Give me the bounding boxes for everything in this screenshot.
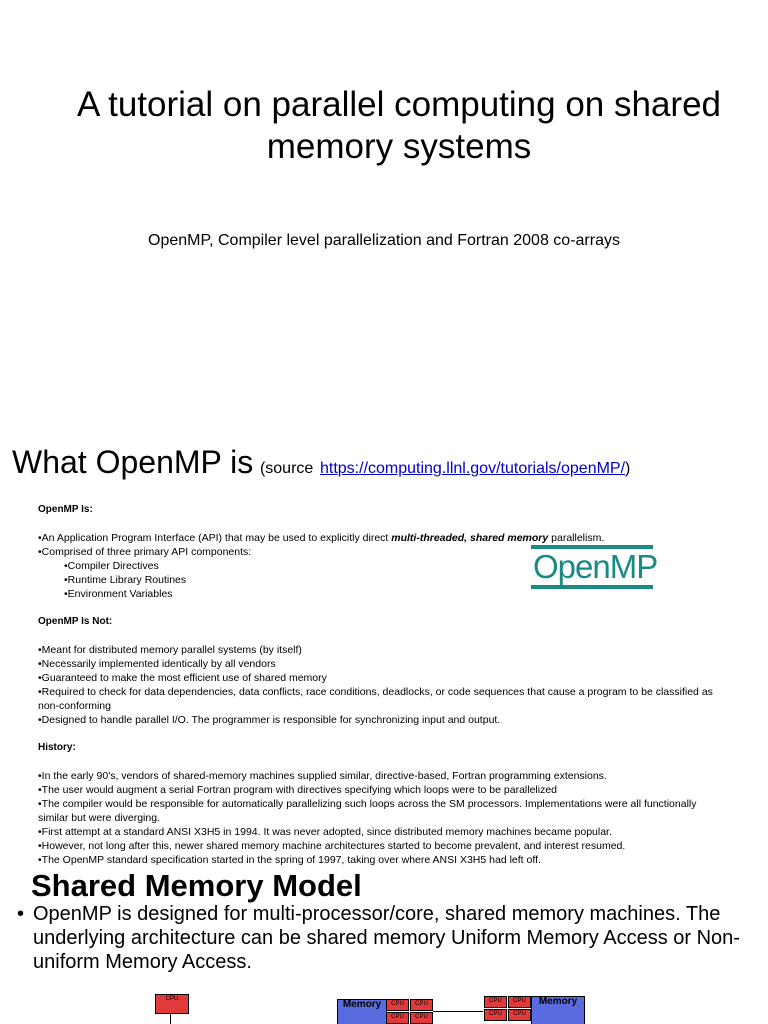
component-item: •Compiler Directives [64,560,159,572]
interconnect-line [433,1011,483,1012]
cpu-box [410,999,433,1011]
history-item: •First attempt at a standard ANSI X3H5 in 1994. It was never adopted, since distributed memory machines became popular. [38,826,612,838]
cpu-label: CPU [391,1001,404,1007]
is-line-api-emphasis: multi-threaded, shared memory [391,532,549,544]
cpu-box [508,996,531,1008]
source-suffix: ) [625,460,631,477]
cpu-label: CPU [489,998,502,1004]
isnot-item: •Necessarily implemented identically by all vendors [38,658,276,670]
isnot-item: •Meant for distributed memory parallel systems (by itself) [38,644,302,656]
source-prefix: (source [259,460,314,477]
component-item: •Environment Variables [64,588,173,600]
bullet-dot: • [17,903,25,925]
cpu-box [484,1009,507,1021]
cpu-label: CPU [489,1011,502,1017]
cpu-box [155,994,189,1014]
history-heading: History: [38,742,76,753]
history-item: •The OpenMP standard specification started in the spring of 1997, taking over where ANSI X3H5 had left off. [38,854,541,866]
is-line-components: •Comprised of three primary API components: [38,546,252,558]
slide-heading-main: What OpenMP is [12,444,254,480]
slide-body [38,503,728,866]
isnot-heading: OpenMP Is Not: [38,616,113,627]
title-slide [0,0,768,428]
cpu-box [386,999,409,1011]
bullet-text: OpenMP is designed for multi-processor/core, shared memory machines. The underlying architecture can be shared memory Uniform Memory Access or Non-uniform Memory Access. [33,903,740,973]
cpu-box [410,1012,433,1024]
cpu-label: CPU [415,1001,428,1007]
presentation-subtitle: OpenMP, Compiler level parallelization and Fortran 2008 co-arrays [148,232,620,249]
memory-label: Memory [538,996,578,1007]
cpu-label: CPU [415,1014,428,1020]
memory-label: Memory [342,999,382,1010]
cpu-label: CPU [165,996,179,1002]
architecture-diagram [0,986,768,1024]
bullet-point [17,902,747,974]
history-item: •The compiler would be responsible for automatically parallelizing such loops across the SM processors. Implementations were all functionally similar but were diverging. [38,798,697,824]
slide-heading: Shared Memory Model [31,868,362,903]
source-link[interactable]: https://computing.llnl.gov/tutorials/openMP/ [319,460,626,477]
what-openmp-is-slide [0,428,768,866]
cpu-label: CPU [391,1014,404,1020]
memory-box [531,996,585,1024]
memory-box [337,999,387,1024]
isnot-item: •Guaranteed to make the most efficient use of shared memory [38,672,327,684]
cpu-label: CPU [513,998,526,1004]
history-item: •The user would augment a serial Fortran program with directives specifying which loops were to be parallelized [38,784,558,796]
is-heading: OpenMP Is: [38,504,93,515]
cpu-box [386,1012,409,1024]
isnot-item: •Designed to handle parallel I/O. The programmer is responsible for synchronizing input and output. [38,714,501,726]
presentation-title: A tutorial on parallel computing on shared memory systems [76,85,721,166]
slide-heading [12,444,630,481]
logo-wordmark: OpenMP [533,548,658,585]
is-line-api-end: parallelism. [548,532,605,544]
cpu-label: CPU [513,1011,526,1017]
bus-line [170,1013,171,1024]
is-line-api [38,531,728,545]
history-item: •However, not long after this, newer shared memory machine architectures started to become prevalent, and interest resumed. [38,840,626,852]
shared-memory-model-slide [0,866,768,1024]
history-item: •In the early 90's, vendors of shared-memory machines supplied similar, directive-based, Fortran programming extensions. [38,770,607,782]
isnot-item: •Required to check for data dependencies, data conflicts, race conditions, deadlocks, or code sequences that cause a program to be classified as non-conforming [38,686,713,712]
cpu-box [508,1009,531,1021]
component-item: •Runtime Library Routines [64,574,187,586]
is-line-api-text: •An Application Program Interface (API) that may be used to explicitly direct [38,532,392,544]
cpu-box [484,996,507,1008]
